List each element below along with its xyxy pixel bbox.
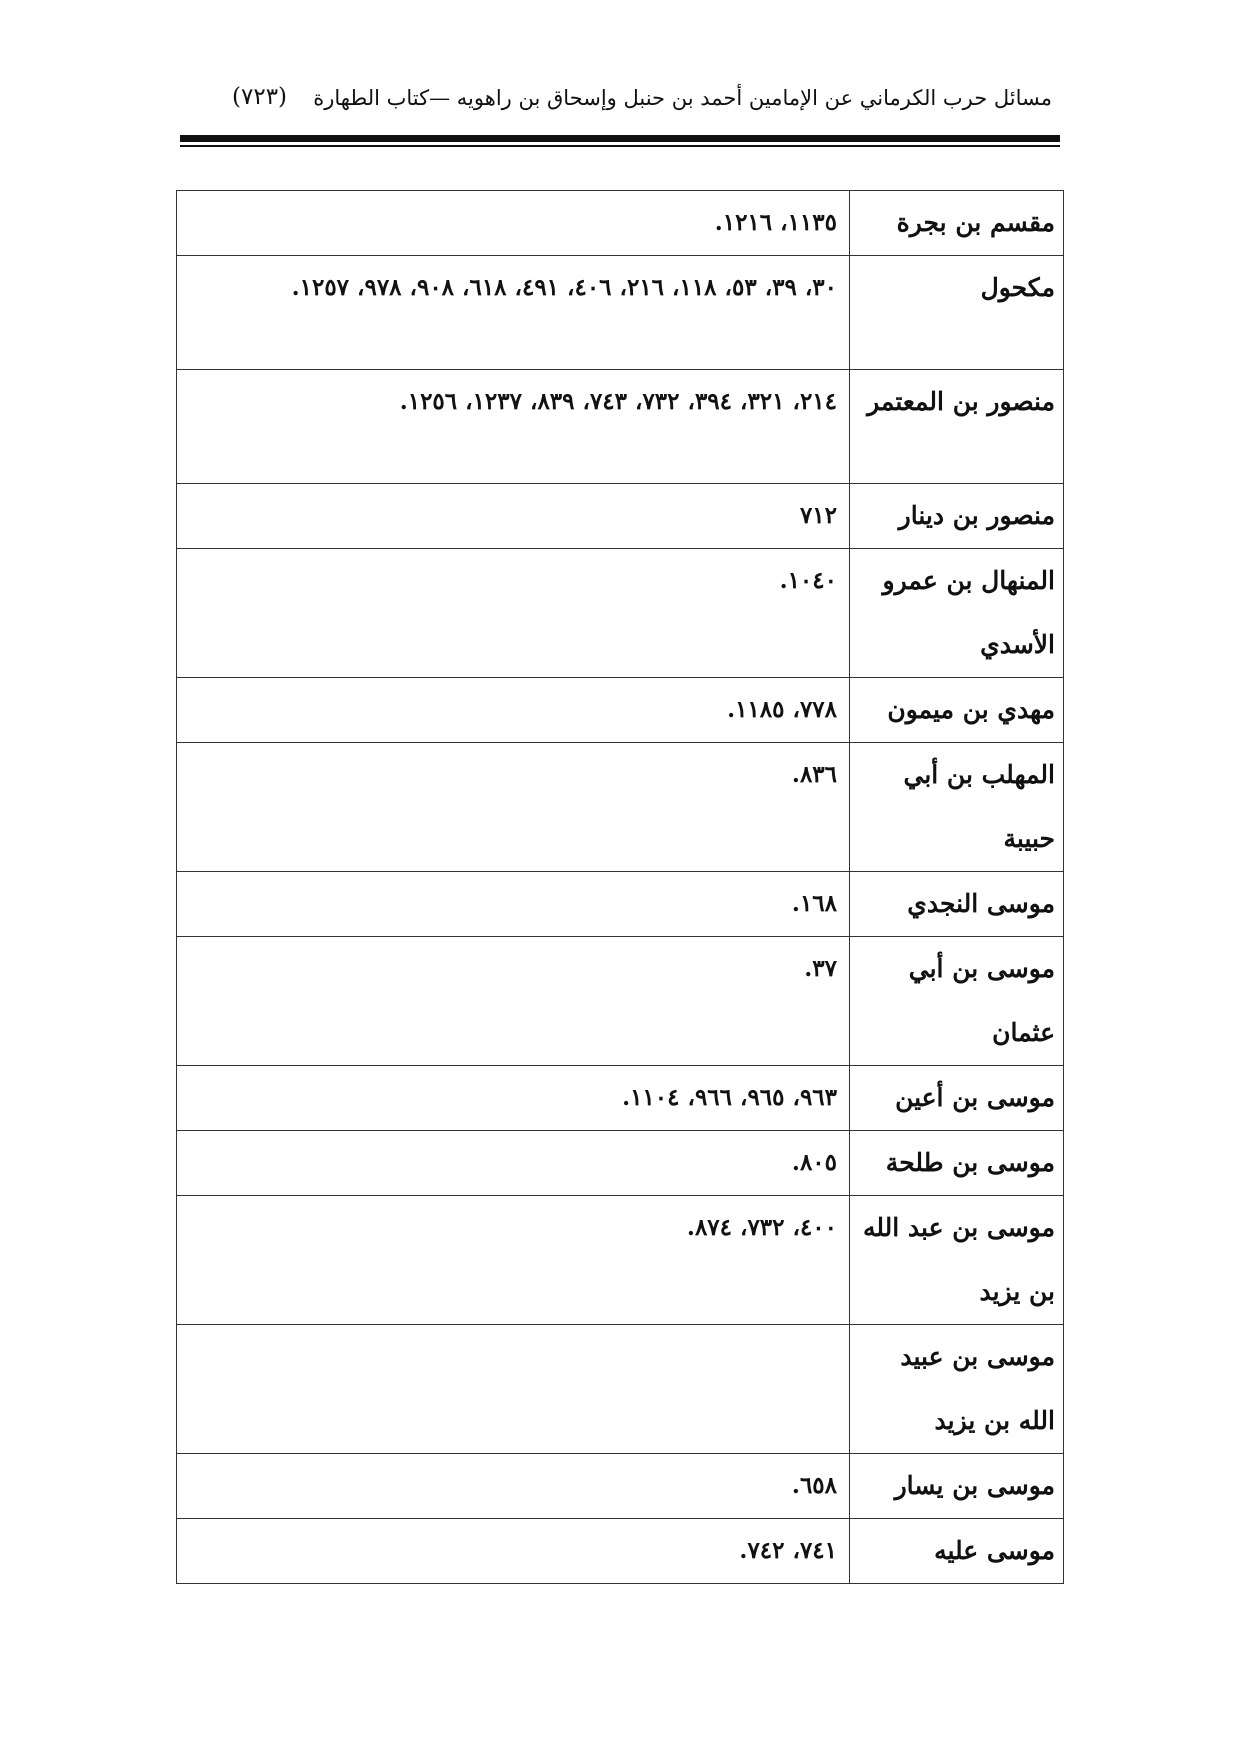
header-title: مسائل حرب الكرماني عن الإمامين أحمد بن حنبل وإسحاق بن راهويه —كتاب الطهارة xyxy=(313,86,1052,110)
page-references: ٩٦٣، ٩٦٥، ٩٦٦، ١١٠٤. xyxy=(177,1066,850,1131)
narrator-name: موسى النجدي xyxy=(850,872,1064,937)
table-row xyxy=(177,743,1064,872)
page-references: ٧٤١، ٧٤٢. xyxy=(177,1519,850,1584)
table-row xyxy=(177,256,1064,370)
narrator-name: موسى بن أعين xyxy=(850,1066,1064,1131)
header-rule-thick xyxy=(180,135,1060,142)
narrator-index-table xyxy=(176,190,1064,1584)
page-references: ٣٧. xyxy=(177,937,850,1066)
table-row xyxy=(177,1454,1064,1519)
page-references: ٢١٤، ٣٢١، ٣٩٤، ٧٣٢، ٧٤٣، ٨٣٩، ١٢٣٧، ١٢٥٦. xyxy=(177,370,850,484)
table-row xyxy=(177,1196,1064,1325)
narrator-name: المهلب بن أبي حبيبة xyxy=(850,743,1064,872)
page-references: ٤٠٠، ٧٣٢، ٨٧٤. xyxy=(177,1196,850,1325)
narrator-name: المنهال بن عمرو الأسدي xyxy=(850,549,1064,678)
narrator-name: مكحول xyxy=(850,256,1064,370)
page-references: ٨٠٥. xyxy=(177,1131,850,1196)
narrator-name: موسى بن عبيد الله بن يزيد xyxy=(850,1325,1064,1454)
narrator-name: مهدي بن ميمون xyxy=(850,678,1064,743)
table-row xyxy=(177,1519,1064,1584)
header-rule-thin xyxy=(180,145,1060,147)
running-header xyxy=(180,82,1060,122)
page-references: ٦٥٨. xyxy=(177,1454,850,1519)
narrator-name: منصور بن المعتمر xyxy=(850,370,1064,484)
table-row xyxy=(177,872,1064,937)
narrator-name: موسى بن عبد الله بن يزيد xyxy=(850,1196,1064,1325)
table-row xyxy=(177,549,1064,678)
page-references: ٣٠، ٣٩، ٥٣، ١١٨، ٢١٦، ٤٠٦، ٤٩١، ٦١٨، ٩٠٨، ٩٧٨، ١٢٥٧. xyxy=(177,256,850,370)
table-row xyxy=(177,370,1064,484)
table-row xyxy=(177,1325,1064,1454)
page-references: ١١٣٥، ١٢١٦. xyxy=(177,191,850,256)
table-row xyxy=(177,484,1064,549)
page-references: ١٠٤٠. xyxy=(177,549,850,678)
page-number: (٧٢٣) xyxy=(232,84,288,110)
narrator-name: منصور بن دينار xyxy=(850,484,1064,549)
table-row xyxy=(177,1066,1064,1131)
narrator-name: مقسم بن بجرة xyxy=(850,191,1064,256)
narrator-name: موسى بن أبي عثمان xyxy=(850,937,1064,1066)
page-references: ٨٣٦. xyxy=(177,743,850,872)
narrator-name: موسى عليه xyxy=(850,1519,1064,1584)
page-references: ٧٧٨، ١١٨٥. xyxy=(177,678,850,743)
table-row xyxy=(177,678,1064,743)
page-references xyxy=(177,1325,850,1454)
table-row xyxy=(177,937,1064,1066)
page-references: ٧١٢ xyxy=(177,484,850,549)
table-row xyxy=(177,191,1064,256)
table-row xyxy=(177,1131,1064,1196)
narrator-name: موسى بن يسار xyxy=(850,1454,1064,1519)
page-references: ١٦٨. xyxy=(177,872,850,937)
narrator-name: موسى بن طلحة xyxy=(850,1131,1064,1196)
